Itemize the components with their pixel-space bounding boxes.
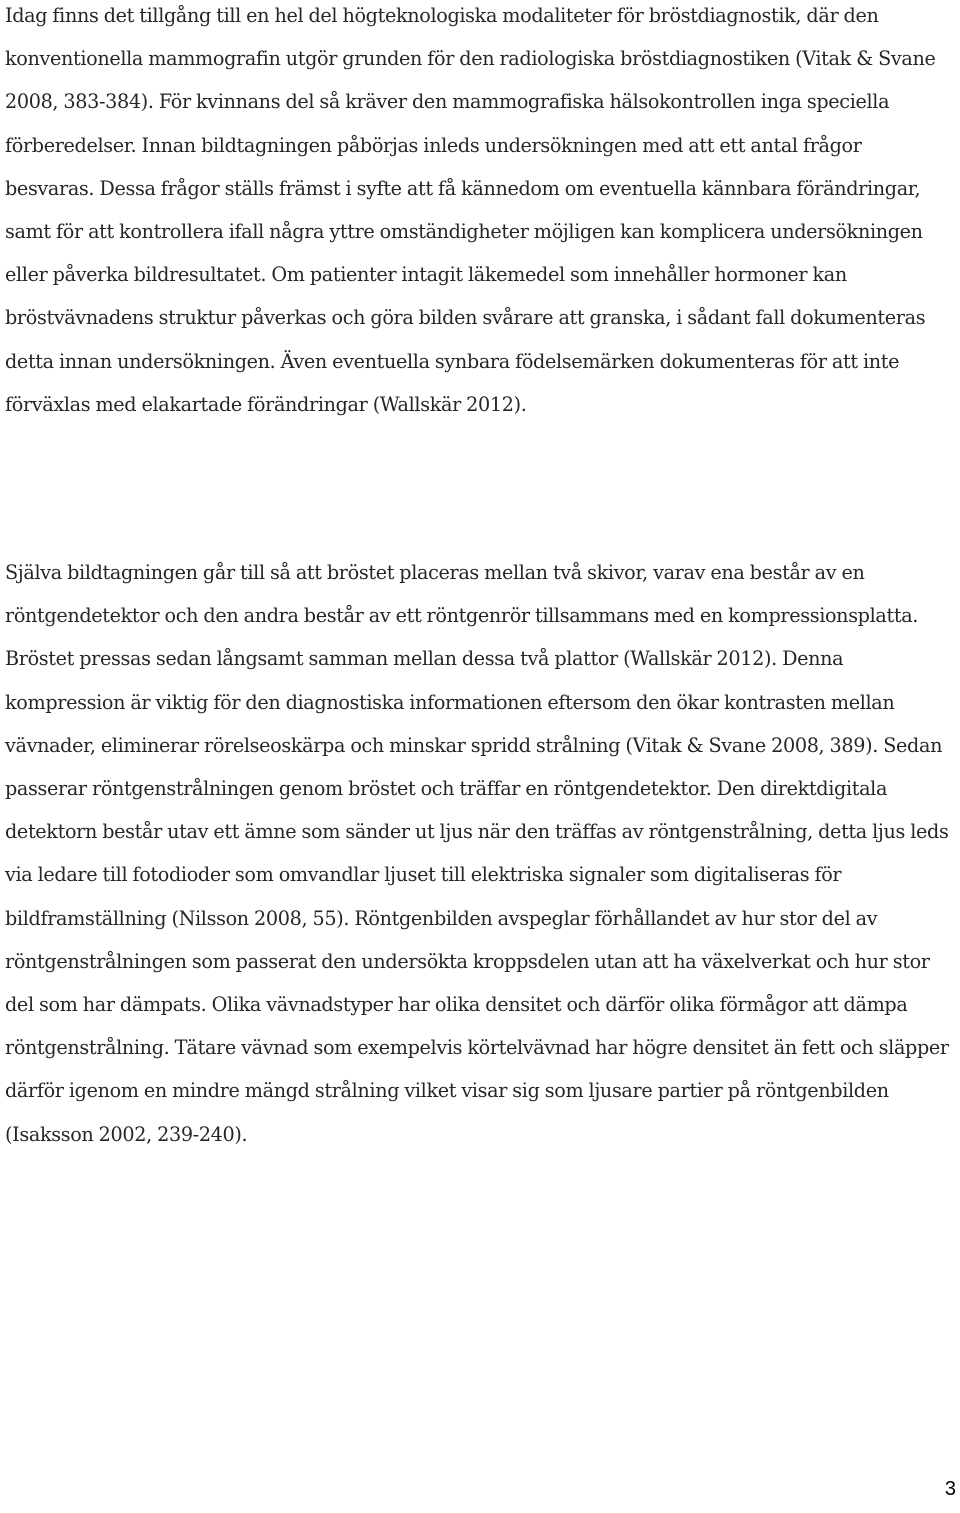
- paragraph-mammography-intro: Idag finns det tillgång till en hel del högteknologiska modaliteter för bröstdiagnostik, där den konventionella mammografin utgör grunden för den radiologiska bröstdiagnostiken (Vitak & Svane 2008, 383-384). För kvinnans del så kräver den mammografiska hälsokontrollen inga speciella förberedelser. Innan bildtagningen påbörjas inleds undersökningen med att ett antal frågor besvaras. Dessa frågor ställs främst i syfte att få kännedom om eventuella kännbara förändringar, samt för att kontrollera ifall några yttre omständigheter möjligen kan komplicera undersökningen eller påverka bildresultatet. Om patienter intagit läkemedel som innehåller hormoner kan bröstvävnadens struktur påverkas och göra bilden svårare att granska, i sådant fall dokumenteras detta innan undersökningen. Även eventuella synbara födelsemärken dokumenteras för att inte förväxlas med elakartade förändringar (Wallskär 2012).: [5, 4, 936, 416]
- paragraph-image-acquisition: Själva bildtagningen går till så att bröstet placeras mellan två skivor, varav ena består av en röntgendetektor och den andra består av ett röntgenrör tillsammans med en kompressionsplatta. Bröstet pressas sedan långsamt samman mellan dessa två plattor (Wallskär 2012). Denna kompression är viktig för den diagnostiska informationen eftersom den ökar kontrasten mellan vävnader, eliminerar rörelseoskärpa och minskar spridd strålning (Vitak & Svane 2008, 389). Sedan passerar röntgenstrålningen genom bröstet och träffar en röntgendetektor. Den direktdigitala detektorn består utav ett ämne som sänder ut ljus när den träffas av röntgenstrålning, detta ljus leds via ledare till fotodioder som omvandlar ljuset till elektriska signaler som digitaliseras för bildframställning (Nilsson 2008, 55). Röntgenbilden avspeglar förhållandet av hur stor del av röntgenstrålningen som passerat den undersökta kroppsdelen utan att ha växelverkat och hur stor del som har dämpats. Olika vävnadstyper har olika densitet och därför olika förmågor att dämpa röntgenstrålning. Tätare vävnad som exempelvis körtelvävnad har högre densitet än fett och släpper därför igenom en mindre mängd strålning vilket visar sig som ljusare partier på röntgenbilden (Isaksson 2002, 239-240).: [5, 561, 949, 1146]
- page-number: 3: [944, 1478, 956, 1500]
